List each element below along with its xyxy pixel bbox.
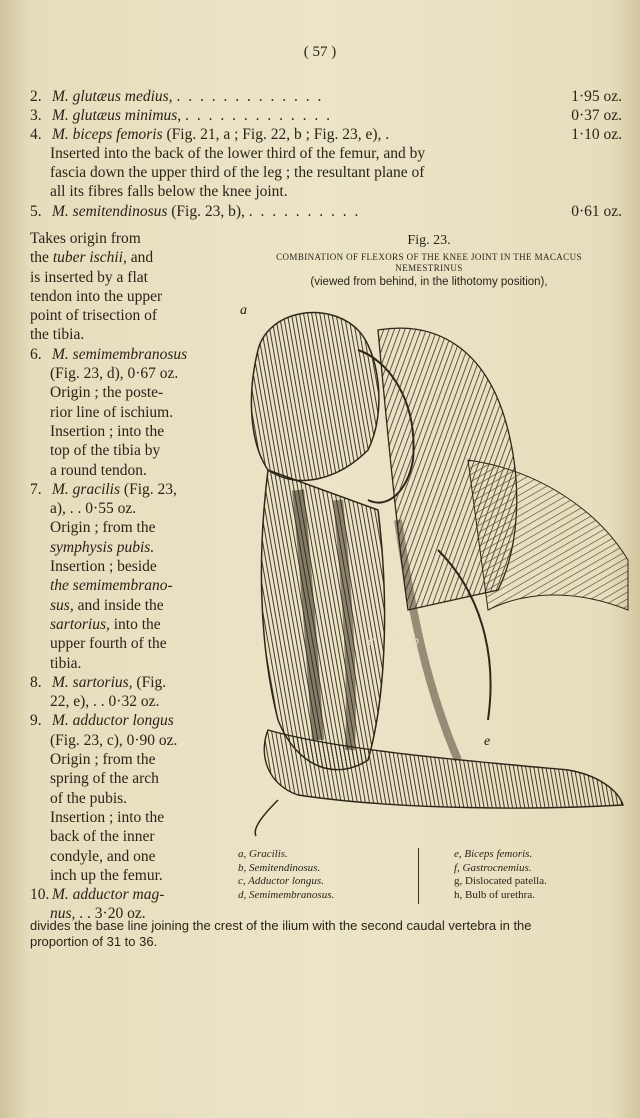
text-line: proportion of 31 to 36. xyxy=(30,934,158,949)
legend-divider xyxy=(418,848,419,904)
figure-label: Fig. 23. xyxy=(407,233,451,248)
text-line: (Fig. 23, d), 0·67 oz. xyxy=(50,365,179,383)
text-line: tibia. xyxy=(50,654,82,672)
text-line: rior line of ischium. xyxy=(50,403,174,421)
text-line: inch up the femur. xyxy=(50,866,163,884)
text-line: divides the base line joining the crest of the ilium with the second caudal vertebra in the xyxy=(30,918,532,933)
legend-item: d, Semimembranosus. xyxy=(238,888,335,901)
text-line: (Fig. 23, c), 0·90 oz. xyxy=(50,731,178,749)
letter-d: d xyxy=(390,634,397,649)
legend-item: a, Gracilis. xyxy=(238,848,288,860)
letter-c: c xyxy=(368,634,375,649)
biceps-description-line: all its fibres falls below the knee joint. xyxy=(50,183,288,200)
text-line: a round tendon. xyxy=(50,461,147,479)
entry-sartorius: 8. M. sartorius, (Fig. xyxy=(30,673,167,691)
text-line: 22, e), . . 0·32 oz. xyxy=(50,693,160,711)
text-line: the tibia. xyxy=(30,326,85,344)
entry-glutaeus-medius: 2. M. glutæus medius, . . . . . . . . . . . . . 1·95 oz. xyxy=(30,88,622,105)
letter-e: e xyxy=(484,734,491,749)
text-line: Origin ; from the xyxy=(50,519,156,537)
page-number: ( 57 ) xyxy=(303,44,337,60)
text-line: sus, and inside the xyxy=(50,596,164,614)
text-line: tendon into the upper xyxy=(30,287,163,305)
biceps-description-line: Inserted into the back of the lower third of the femur, and by xyxy=(50,145,426,162)
legend-item: g, Dislocated patella. xyxy=(454,875,547,887)
text-line: Insertion ; into the xyxy=(50,808,165,826)
text-line: back of the inner xyxy=(50,828,155,846)
text-line: of the pubis. xyxy=(50,789,128,807)
entry-glutaeus-minimus: 3. M. glutæus minimus, . . . . . . . . . . . . . 0·37 oz. xyxy=(30,107,622,124)
legend-item: c, Adductor longus. xyxy=(238,875,324,887)
legend-item: e, Biceps femoris. xyxy=(454,848,533,860)
biceps-description-line: fascia down the upper third of the leg ; the resultant plane of xyxy=(50,164,425,181)
entry-semitendinosus: 5. M. semitendinosus (Fig. 23, b), . . . . . . . . . . 0·61 oz. xyxy=(30,203,622,220)
legend-right-column xyxy=(454,848,630,902)
text-line: spring of the arch xyxy=(50,770,159,788)
entry-adductor-magnus: 10. M. adductor mag- xyxy=(30,886,165,904)
text-line: Takes origin from xyxy=(30,230,141,247)
entry-gracilis: 7. M. gracilis (Fig. 23, xyxy=(30,480,177,498)
figure-caption: COMBINATION OF FLEXORS OF THE KNEE JOINT IN THE MACACUS NEMESTRINUS xyxy=(276,252,582,273)
legend-item: b, Semitendinosus. xyxy=(238,861,321,874)
left-column-text xyxy=(30,229,228,924)
anatomical-illustration xyxy=(238,290,630,838)
entry-biceps-femoris: 4. M. biceps femoris (Fig. 21, a ; Fig. 22, b ; Fig. 23, e), . 1·10 oz. xyxy=(30,126,622,143)
text-line: is inserted by a flat xyxy=(30,268,148,286)
text-line: top of the tibia by xyxy=(50,442,161,460)
text-line: the tuber ischii, and xyxy=(30,249,154,267)
text-line: nus, . . 3·20 oz. xyxy=(50,905,146,923)
text-line: the semimembrano- xyxy=(50,577,173,595)
legend-item: f, Gastrocnemius. xyxy=(454,861,532,874)
letter-a: a xyxy=(240,303,247,318)
text-line: symphysis pubis. xyxy=(50,538,155,556)
entry-adductor-longus: 9. M. adductor longus xyxy=(30,712,174,730)
text-line: Insertion ; beside xyxy=(50,558,157,576)
legend-left-column xyxy=(238,848,408,902)
entry-semimembranosus: 6. M. semimembranosus xyxy=(30,345,188,363)
text-line: Insertion ; into the xyxy=(50,422,165,440)
muscle-drawing xyxy=(238,290,630,838)
text-line: sartorius, into the xyxy=(50,615,161,633)
text-line: upper fourth of the xyxy=(50,635,167,653)
letter-b: b xyxy=(412,634,419,649)
figure-subcaption: (viewed from behind, in the lithotomy position), xyxy=(310,276,548,288)
text-line: condyle, and one xyxy=(50,847,156,865)
text-line: a), . . 0·55 oz. xyxy=(50,500,137,518)
legend-item: h, Bulb of urethra. xyxy=(454,888,535,901)
text-line: Origin ; from the xyxy=(50,751,156,769)
bottom-paragraph xyxy=(30,918,622,950)
text-line: Origin ; the poste- xyxy=(50,384,164,402)
text-line: point of trisection of xyxy=(30,307,157,325)
